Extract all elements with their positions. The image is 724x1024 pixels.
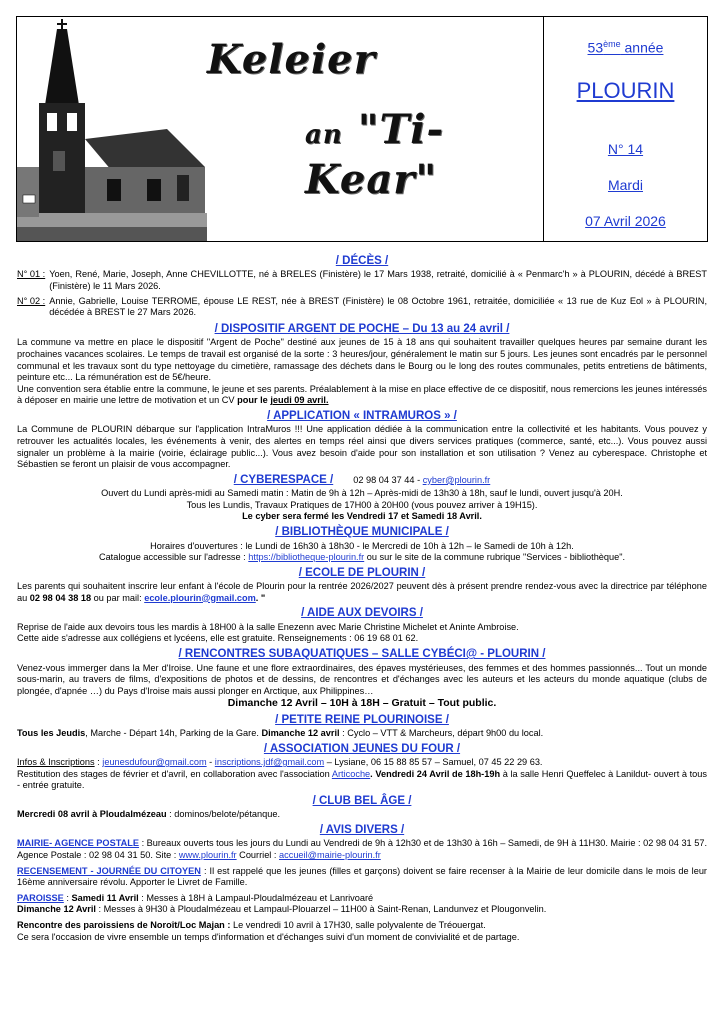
paroisse-label: PAROISSE bbox=[17, 892, 64, 903]
petite-reine-day2: Dimanche 12 avril bbox=[261, 728, 340, 739]
argent-poche-convention: Une convention sera établie entre la commune, le jeune et ses parents. Préalablement à la mise en place effective de ce dispositif, nous remercions les jeunes intéressés à déposer en mairie une lettre de motivation et un CV bbox=[17, 383, 707, 406]
subaquatiques-date: Dimanche 12 Avril – 10H à 18H – Gratuit – Tout public. bbox=[227, 697, 497, 710]
issue-date: 07 Avril 2026 bbox=[585, 213, 666, 229]
argent-poche-text2 bbox=[17, 384, 707, 407]
jeunes-four-date: . Vendredi 24 Avril de 18h-19h bbox=[370, 768, 501, 779]
argent-poche-deadline: jeudi 09 avril. bbox=[270, 395, 329, 406]
mairie-label: MAIRIE- AGENCE POSTALE bbox=[17, 838, 140, 849]
town-name: PLOURIN bbox=[576, 78, 675, 103]
section-title-avis: / AVIS DIVERS / bbox=[319, 823, 405, 836]
bibliotheque-link[interactable]: https://bibliotheque-plourin.fr bbox=[248, 552, 365, 563]
jeunes-four-email1-link[interactable]: jeunesdufour@gmail.com bbox=[102, 757, 207, 768]
catalogue-suffix: ou sur le site de la commune rubrique "Services - bibliothèque". bbox=[364, 552, 626, 563]
section-title-bibliotheque: / BIBLIOTHÈQUE MUNICIPALE / bbox=[275, 526, 449, 539]
ecole-phone: 02 98 04 38 18 bbox=[29, 592, 92, 603]
section-title-ecole: / ECOLE DE PLOURIN / bbox=[298, 566, 426, 579]
issue-year bbox=[544, 39, 707, 57]
ecole-mail-label: ou par mail: bbox=[91, 592, 145, 603]
subaquatiques-text: Venez-vous immerger dans la Mer d'Iroise. Une faune et une flore extraordinaires, des épaves mystérieuses, des femmes et des hommes passionnés... Tout un monde sous-marin, au travers de films, d'expositions de photos et de dessins, de rencontres et d'échanges avec les auteurs et les acteurs du monde aquatique (clubs de plongée, d'apnée …) du Pays d'Iroise mais aussi plonger en Arctique, aux Philippines… bbox=[17, 662, 707, 696]
rencontre-date: Le vendredi 10 avril à 17H30, salle polyvalente de Tréouergat. bbox=[230, 920, 486, 930]
year-number: 53 bbox=[587, 39, 604, 56]
argent-poche-text: La commune va mettre en place le dispositif "Argent de Poche" destiné aux jeunes de 15 à 18 ans qui souhaitent travailler quelques heures par semaine durant les prochaines vacances scolaires. Le temps de travail est organisé de la sorte : 3 heures/jour, généralement le matin sur 5 jours. Les jeunes sont encadrés par le personnel communal et les travaux sont du type nettoyage du cimetière, ramassage des déchets dans le Bourg ou le long des routes communales, petits entretiens de bâtiments, peinture etc... La rémunération est de 5€/heure. bbox=[17, 337, 707, 383]
cyber-phone: 02 98 04 37 44 - bbox=[353, 474, 423, 485]
mairie-hours: : Bureaux ouverts tous les jours du Lundi au Vendredi de 9h à 12h30 et de 13h30 à 16h – Samedi, de 9H à 11H30. Mairie : 02 98 04 31 57. Agence Postale : 02 98 04 31 50. Site : bbox=[17, 838, 707, 861]
masthead-title-name: "Ti-Kear" bbox=[305, 106, 445, 204]
club-text bbox=[17, 809, 707, 821]
section-title-aide-devoirs: / AIDE AUX DEVOIRS / bbox=[301, 607, 423, 620]
rencontre-line1 bbox=[17, 920, 707, 932]
paroisse-masses1: : Messes à 18H à Lampaul-Ploudalmézeau et Lanrivoaré bbox=[138, 892, 374, 903]
masthead bbox=[17, 17, 544, 241]
ecole-email-link[interactable]: ecole.plourin@gmail.com bbox=[144, 592, 256, 603]
paroisse-sep: : bbox=[63, 892, 72, 903]
ecole-text bbox=[17, 581, 707, 604]
deces-number: N° 01 : bbox=[17, 269, 46, 280]
newsletter-header bbox=[16, 16, 708, 242]
petite-reine-activity2: : Cyclo – VTT & Marcheurs, départ 9h00 du local. bbox=[339, 728, 544, 739]
argent-poche-deadline-label: pour le bbox=[237, 395, 271, 406]
section-title-cyber: / CYBERESPACE / bbox=[233, 473, 334, 486]
section-title-jeunes-four: / ASSOCIATION JEUNES DU FOUR / bbox=[263, 742, 461, 755]
issue-number: N° 14 bbox=[607, 141, 644, 157]
jeunes-four-contacts bbox=[17, 757, 707, 769]
rencontre-title: Rencontre des paroissiens de Noroît/Loc Majan : bbox=[17, 920, 231, 930]
cyber-header bbox=[17, 473, 707, 487]
deces-text: Annie, Gabrielle, Louise TERROME, épouse LE REST, née à BREST (Finistère) le 08 Octobre 1961, retraitée, domiciliée « 13 rue de Kuz Eol » à PLOURIN, décédée à BREST le 27 Mars 2026. bbox=[49, 295, 707, 318]
jeunes-four-label: Infos & Inscriptions bbox=[17, 757, 95, 768]
year-suffix: ème bbox=[603, 39, 621, 49]
bibliotheque-catalogue bbox=[17, 552, 707, 564]
deces-text: Yoen, René, Marie, Joseph, Anne CHEVILLOTTE, né à BRELES (Finistère) le 17 Mars 1938, retraité, domicilié à « Penmarc'h » à PLOURIN, décédé à BREST (Finistère) le 11 Mars 2026. bbox=[49, 269, 707, 292]
intramuros-text: La Commune de PLOURIN débarque sur l'application IntraMuros !!! Une application dédiée à la communication entre la collectivité et les habitants. Vous pouvez y retrouver les actualités locales, les événements à venir, des alertes en temps réel ainsi que divers services pratiques (commerce, santé, etc...). Vous pouvez aussi signaler un problème à la mairie (voirie, éclairage public...). Vous avez besoin d'aide pour son installation et son utilisation ? Venez au cyberespace. Christophe et Sébastien se feront un plaisir de vous accompagner. bbox=[17, 424, 707, 470]
articoche-link[interactable]: Articoche bbox=[331, 768, 371, 779]
bibliotheque-hours: Horaires d'ouvertures : le Lundi de 16h30 à 18h30 - le Mercredi de 10h à 12h – le Samedi de 10h à 12h. bbox=[150, 540, 574, 551]
section-title-club: / CLUB BEL ÂGE / bbox=[312, 794, 412, 807]
masthead-title-prefix: an bbox=[305, 120, 343, 150]
section-title-deces: / DÉCÈS / bbox=[335, 255, 389, 267]
deces-item bbox=[17, 269, 707, 292]
masthead-title-line1: Keleier bbox=[207, 36, 376, 83]
club-activities: : dominos/belote/pétanque. bbox=[166, 809, 281, 820]
jeunes-four-email2-link[interactable]: inscriptions.jdf@gmail.com bbox=[214, 757, 325, 768]
cyber-email-link[interactable]: cyber@plourin.fr bbox=[422, 474, 491, 485]
paroisse-line1 bbox=[17, 893, 707, 905]
paroisse-day2: Dimanche 12 Avril bbox=[17, 904, 96, 915]
recensement-label: RECENSEMENT - JOURNÉE DU CITOYEN bbox=[17, 865, 201, 876]
ecole-intro: Les parents qui souhaitent inscrire leur enfant à l'école de Plourin pour la rentrée 2026/2027 peuvent dès à présent prendre rendez-vous avec la directrice par téléphone au bbox=[17, 581, 707, 603]
club-date: Mercredi 08 avril à Ploudalmézeau bbox=[17, 809, 167, 820]
cyber-closed: Le cyber sera fermé les Vendredi 17 et Samedi 18 Avril. bbox=[242, 511, 482, 522]
jeunes-four-phones: – Lysiane, 06 15 88 85 57 – Samuel, 07 45 22 29 63. bbox=[324, 757, 543, 768]
paroisse-line2 bbox=[17, 904, 707, 916]
mairie-text bbox=[17, 838, 707, 861]
jeunes-four-dash: - bbox=[206, 757, 215, 768]
recensement-body: : Il est rappelé que les jeunes (filles et garçons) doivent se faire recenser à la Mairie de leur domicile dans le mois de leur 16ème anniversaire révolu. Apporter le Livret de Famille. bbox=[17, 865, 707, 888]
jeunes-four-intro: Restitution des stages de février et d'avril, en collaboration avec l'association bbox=[17, 768, 332, 779]
jeunes-four-sep: : bbox=[94, 757, 103, 768]
paroisse-day1: Samedi 11 Avril bbox=[71, 892, 139, 903]
rencontre-line2: Ce sera l'occasion de vivre ensemble un temps d'information et d'échanges suivi d'un moment de convivialité et de partage. bbox=[17, 931, 520, 942]
site-link[interactable]: www.plourin.fr bbox=[178, 850, 237, 861]
issue-weekday: Mardi bbox=[607, 177, 643, 193]
catalogue-label: Catalogue accessible sur l'adresse : bbox=[98, 552, 249, 563]
masthead-title-line2 bbox=[305, 105, 543, 206]
year-label: année bbox=[620, 39, 664, 56]
aide-devoirs-line1: Reprise de l'aide aux devoirs tous les mardis à 18H00 à la salle Enezenn avec Marie Christine Michelet et Aninte Ambroise. bbox=[17, 621, 519, 632]
recensement-text bbox=[17, 866, 707, 889]
aide-devoirs-line2: Cette aide s'adresse aux collégiens et lycéens, elle est gratuite. Renseignements : 06 19 68 01 62. bbox=[17, 633, 419, 644]
newsletter-content bbox=[17, 252, 707, 943]
petite-reine-day1: Tous les Jeudis bbox=[17, 728, 86, 739]
cyber-hours: Ouvert du Lundi après-midi au Samedi matin : Matin de 9h à 12h – Après-midi de 13h30 à 18h, sauf le lundi, ouvert jusqu'à 20H. bbox=[101, 488, 623, 499]
deces-number: N° 02 : bbox=[17, 295, 46, 306]
section-title-argent-poche: / DISPOSITIF ARGENT DE POCHE – Du 13 au 24 avril / bbox=[214, 322, 510, 335]
section-title-intramuros: / APPLICATION « INTRAMUROS » / bbox=[267, 409, 457, 422]
petite-reine-activity1: , Marche - Départ 14h, Parking de la Gare. bbox=[85, 728, 262, 739]
paroisse-masses2: : Messes à 9H30 à Ploudalmézeau et Lampaul-Plouarzel – 11H00 à Saint-Renan, Landunvez et Plougonvelin. bbox=[95, 904, 547, 915]
courriel-label: Courriel : bbox=[236, 850, 280, 861]
section-title-subaquatiques: / RENCONTRES SUBAQUATIQUES – SALLE CYBÉCI@ - PLOURIN / bbox=[178, 648, 546, 661]
jeunes-four-place: à la salle Henri Queffelec à Lanildut- ouvert à tous - entrée gratuite. bbox=[17, 768, 707, 791]
cyber-tp: Tous les Lundis, Travaux Pratiques de 17H00 à 20H00 (vous pouvez arriver à 19H15). bbox=[186, 499, 538, 510]
section-title-petite-reine: / PETITE REINE PLOURINOISE / bbox=[275, 713, 449, 726]
church-illustration bbox=[17, 17, 207, 241]
petite-reine-text bbox=[17, 728, 707, 740]
deces-item bbox=[17, 296, 707, 319]
ecole-end: . " bbox=[255, 592, 266, 603]
jeunes-four-text bbox=[17, 769, 707, 792]
issue-info bbox=[544, 17, 707, 241]
courriel-link[interactable]: accueil@mairie-plourin.fr bbox=[279, 850, 381, 861]
